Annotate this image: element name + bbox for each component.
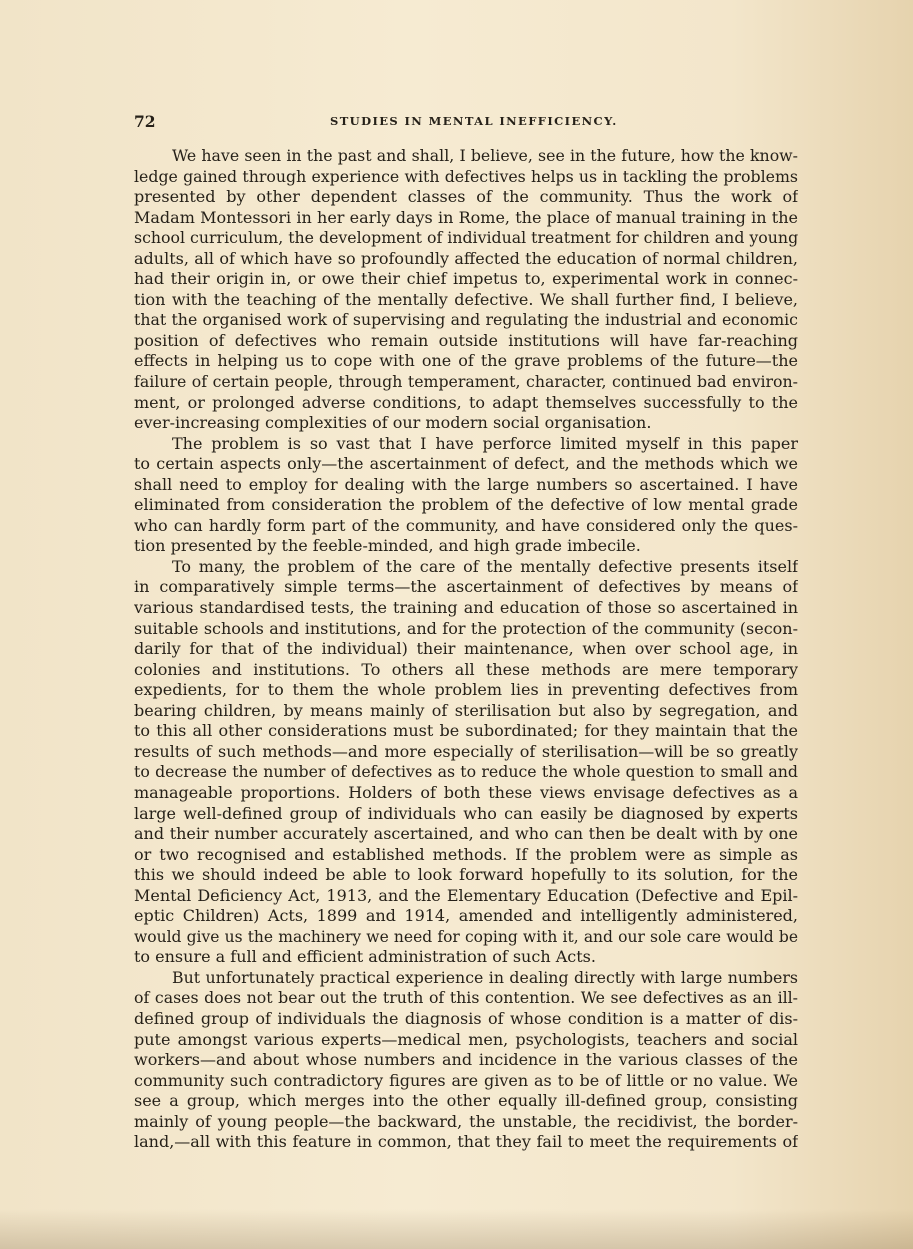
- text-line: Mental Deficiency Act, 1913, and the Elementary Education (Defective and Epil-: [134, 885, 798, 905]
- text-line: manageable proportions. Holders of both these views envisage defectives as a: [134, 782, 798, 802]
- text-line: school curriculum, the development of individual treatment for children and young: [134, 228, 798, 248]
- text-line: that the organised work of supervising and regulating the industrial and economic: [134, 310, 798, 330]
- running-head: [134, 112, 798, 134]
- text-line: tion with the teaching of the mentally defective. We shall further find, I believe,: [134, 289, 798, 309]
- text-line: bearing children, by means mainly of sterilisation but also by segregation, and: [134, 700, 798, 720]
- text-line: to decrease the number of defectives as to reduce the whole question to small and: [134, 762, 798, 782]
- text-line: ment, or prolonged adverse conditions, to adapt themselves successfully to the: [134, 392, 798, 412]
- text-line: effects in helping us to cope with one of the grave problems of the future—the: [134, 351, 798, 371]
- text-line: darily for that of the individual) their maintenance, when over school age, in: [134, 639, 798, 659]
- text-line: eptic Children) Acts, 1899 and 1914, amended and intelligently administered,: [134, 906, 798, 926]
- text-line: had their origin in, or owe their chief impetus to, experimental work in connec-: [134, 269, 798, 289]
- text-line: presented by other dependent classes of the community. Thus the work of: [134, 187, 798, 207]
- text-line: of cases does not bear out the truth of this contention. We see defectives as an ill-: [134, 988, 798, 1008]
- text-line: results of such methods—and more especially of sterilisation—will be so greatly: [134, 741, 798, 761]
- text-line: or two recognised and established methods. If the problem were as simple as: [134, 844, 798, 864]
- text-line: adults, all of which have so profoundly affected the education of normal children,: [134, 248, 798, 268]
- text-line: to this all other considerations must be subordinated; for they maintain that the: [134, 721, 798, 741]
- text-line: to ensure a full and efficient administration of such Acts.: [134, 947, 596, 967]
- body-text: [134, 146, 798, 1153]
- text-line: The problem is so vast that I have perforce limited myself in this paper: [172, 433, 798, 453]
- text-line: ever-increasing complexities of our modern social organisation.: [134, 413, 652, 433]
- text-line: see a group, which merges into the other equally ill-defined group, consisting: [134, 1091, 798, 1111]
- text-line: suitable schools and institutions, and for the protection of the community (secon-: [134, 618, 798, 638]
- text-line: tion presented by the feeble-minded, and high grade imbecile.: [134, 536, 641, 556]
- text-line: We have seen in the past and shall, I believe, see in the future, how the know-: [172, 146, 798, 165]
- text-line: this we should indeed be able to look forward hopefully to its solution, for the: [134, 865, 798, 885]
- text-line: would give us the machinery we need for coping with it, and our sole care would be: [134, 927, 798, 946]
- text-line: to certain aspects only—the ascertainment of defect, and the methods which we: [134, 454, 798, 474]
- text-line: and their number accurately ascertained, and who can then be dealt with by one: [134, 824, 798, 844]
- text-line: To many, the problem of the care of the mentally defective presents itself: [172, 556, 798, 576]
- page-number: 72: [134, 112, 156, 131]
- text-line: various standardised tests, the training and education of those so ascertained in: [134, 598, 798, 618]
- text-line: workers—and about whose numbers and incidence in the various classes of the: [134, 1050, 798, 1070]
- text-line: expedients, for to them the whole problem lies in preventing defectives from: [134, 680, 798, 700]
- text-line: shall need to employ for dealing with the large numbers so ascertained. I have: [134, 474, 798, 494]
- text-line: eliminated from consideration the problem of the defective of low mental grade: [134, 495, 798, 515]
- text-line: community such contradictory figures are given as to be of little or no value. We: [134, 1070, 798, 1090]
- text-line: defined group of individuals the diagnosis of whose condition is a matter of dis-: [134, 1008, 798, 1028]
- running-title: STUDIES IN MENTAL INEFFICIENCY.: [330, 114, 618, 128]
- text-line: who can hardly form part of the community, and have considered only the ques-: [134, 515, 798, 535]
- text-line: colonies and institutions. To others all these methods are mere temporary: [134, 659, 798, 679]
- text-line: ledge gained through experience with defectives helps us in tackling the problems: [134, 166, 798, 186]
- text-line: mainly of young people—the backward, the unstable, the recidivist, the border-: [134, 1111, 798, 1131]
- text-line: position of defectives who remain outside institutions will have far-reaching: [134, 330, 798, 350]
- text-line: in comparatively simple terms—the ascertainment of defectives by means of: [134, 577, 798, 597]
- text-line: Madam Montessori in her early days in Rome, the place of manual training in the: [134, 207, 798, 227]
- text-line: But unfortunately practical experience in dealing directly with large numbers: [172, 967, 798, 987]
- text-line: large well-defined group of individuals who can easily be diagnosed by experts: [134, 803, 798, 823]
- text-line: failure of certain people, through temperament, character, continued bad environ-: [134, 372, 798, 392]
- text-line: land,—all with this feature in common, that they fail to meet the requirements of: [134, 1132, 798, 1152]
- text-line: pute amongst various experts—medical men, psychologists, teachers and social: [134, 1029, 798, 1049]
